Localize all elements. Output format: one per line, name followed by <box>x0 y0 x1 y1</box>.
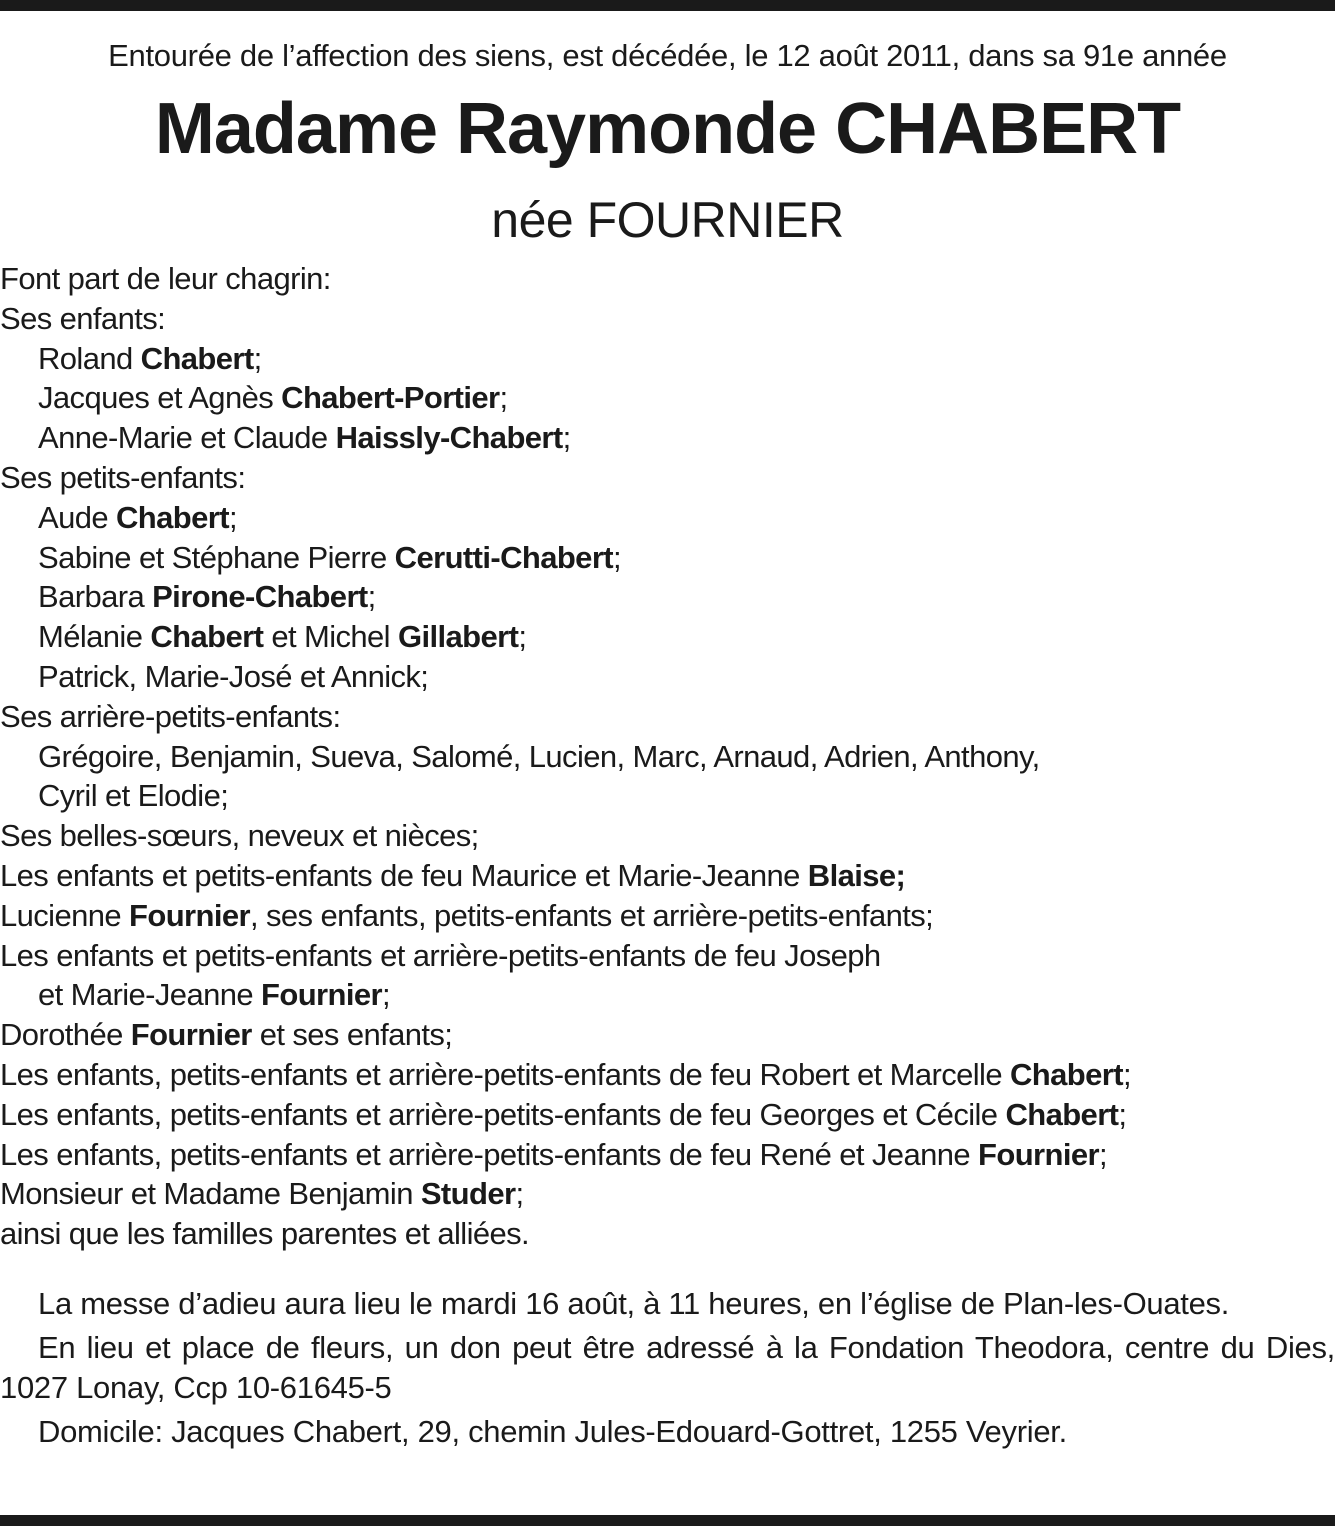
family-list <box>0 259 1335 1254</box>
list-line: Barbara Pirone-Chabert; <box>38 579 376 615</box>
section-heading-grandchildren: Ses petits-enfants: <box>0 459 246 495</box>
mass-paragraph: La messe d’adieu aura lieu le mardi 16 août, à 11 heures, en l’église de Plan-les-Ouates. <box>38 1286 1230 1321</box>
domicile-paragraph: Domicile: Jacques Chabert, 29, chemin Jules-Edouard-Gottret, 1255 Veyrier. <box>38 1414 1067 1449</box>
list-line: Les enfants et petits-enfants et arrière-petits-enfants de feu Joseph <box>0 937 881 973</box>
list-line: Roland Chabert; <box>38 340 262 376</box>
list-line: Patrick, Marie-José et Annick; <box>38 658 429 694</box>
list-line: Cyril et Elodie; <box>38 778 229 814</box>
list-line: Aude Chabert; <box>38 499 237 535</box>
section-heading-great-grandchildren: Ses arrière-petits-enfants: <box>0 698 341 734</box>
list-line: Jacques et Agnès Chabert-Portier; <box>38 380 508 416</box>
list-line: Sabine et Stéphane Pierre Cerutti-Chabert; <box>38 539 622 575</box>
list-line: Dorothée Fournier et ses enfants; <box>0 1017 453 1053</box>
deceased-name: Madame Raymonde CHABERT <box>154 89 1181 169</box>
section-heading-children: Ses enfants: <box>0 300 166 336</box>
announcement-intro: Entourée de l’affection des siens, est décédée, le 12 août 2011, dans sa 91e année <box>108 38 1227 73</box>
bottom-border-rule <box>0 1515 1335 1526</box>
list-line: Les enfants, petits-enfants et arrière-petits-enfants de feu René et Jeanne Fournier; <box>0 1136 1107 1172</box>
list-line: Les enfants, petits-enfants et arrière-petits-enfants de feu Robert et Marcelle Chabert; <box>0 1056 1131 1092</box>
list-line: Mélanie Chabert et Michel Gillabert; <box>38 619 527 655</box>
list-line: Lucienne Fournier, ses enfants, petits-enfants et arrière-petits-enfants; <box>0 897 934 933</box>
top-border-rule <box>0 0 1335 11</box>
list-line: Grégoire, Benjamin, Sueva, Salomé, Lucien, Marc, Arnaud, Adrien, Anthony, <box>38 738 1040 774</box>
list-line: et Marie-Jeanne Fournier; <box>38 977 390 1013</box>
list-line: Les enfants, petits-enfants et arrière-petits-enfants de feu Georges et Cécile Chabert; <box>0 1096 1127 1132</box>
closing-section <box>0 1284 1335 1456</box>
list-line: Ses belles-sœurs, neveux et nièces; <box>0 818 479 854</box>
list-line: Les enfants et petits-enfants de feu Maurice et Marie-Jeanne Blaise; <box>0 857 906 893</box>
list-line: Anne-Marie et Claude Haissly-Chabert; <box>38 420 571 456</box>
maiden-name: née FOURNIER <box>491 192 844 248</box>
list-line: ainsi que les familles parentes et alliées. <box>0 1216 530 1252</box>
list-line: Monsieur et Madame Benjamin Studer; <box>0 1176 524 1212</box>
list-line: Font part de leur chagrin: <box>0 261 331 296</box>
donation-paragraph: En lieu et place de fleurs, un don peut être adressé à la Fondation Theodora, centre du Dies, 1027 Lonay, Ccp 10-61645-5 <box>0 1330 1335 1405</box>
